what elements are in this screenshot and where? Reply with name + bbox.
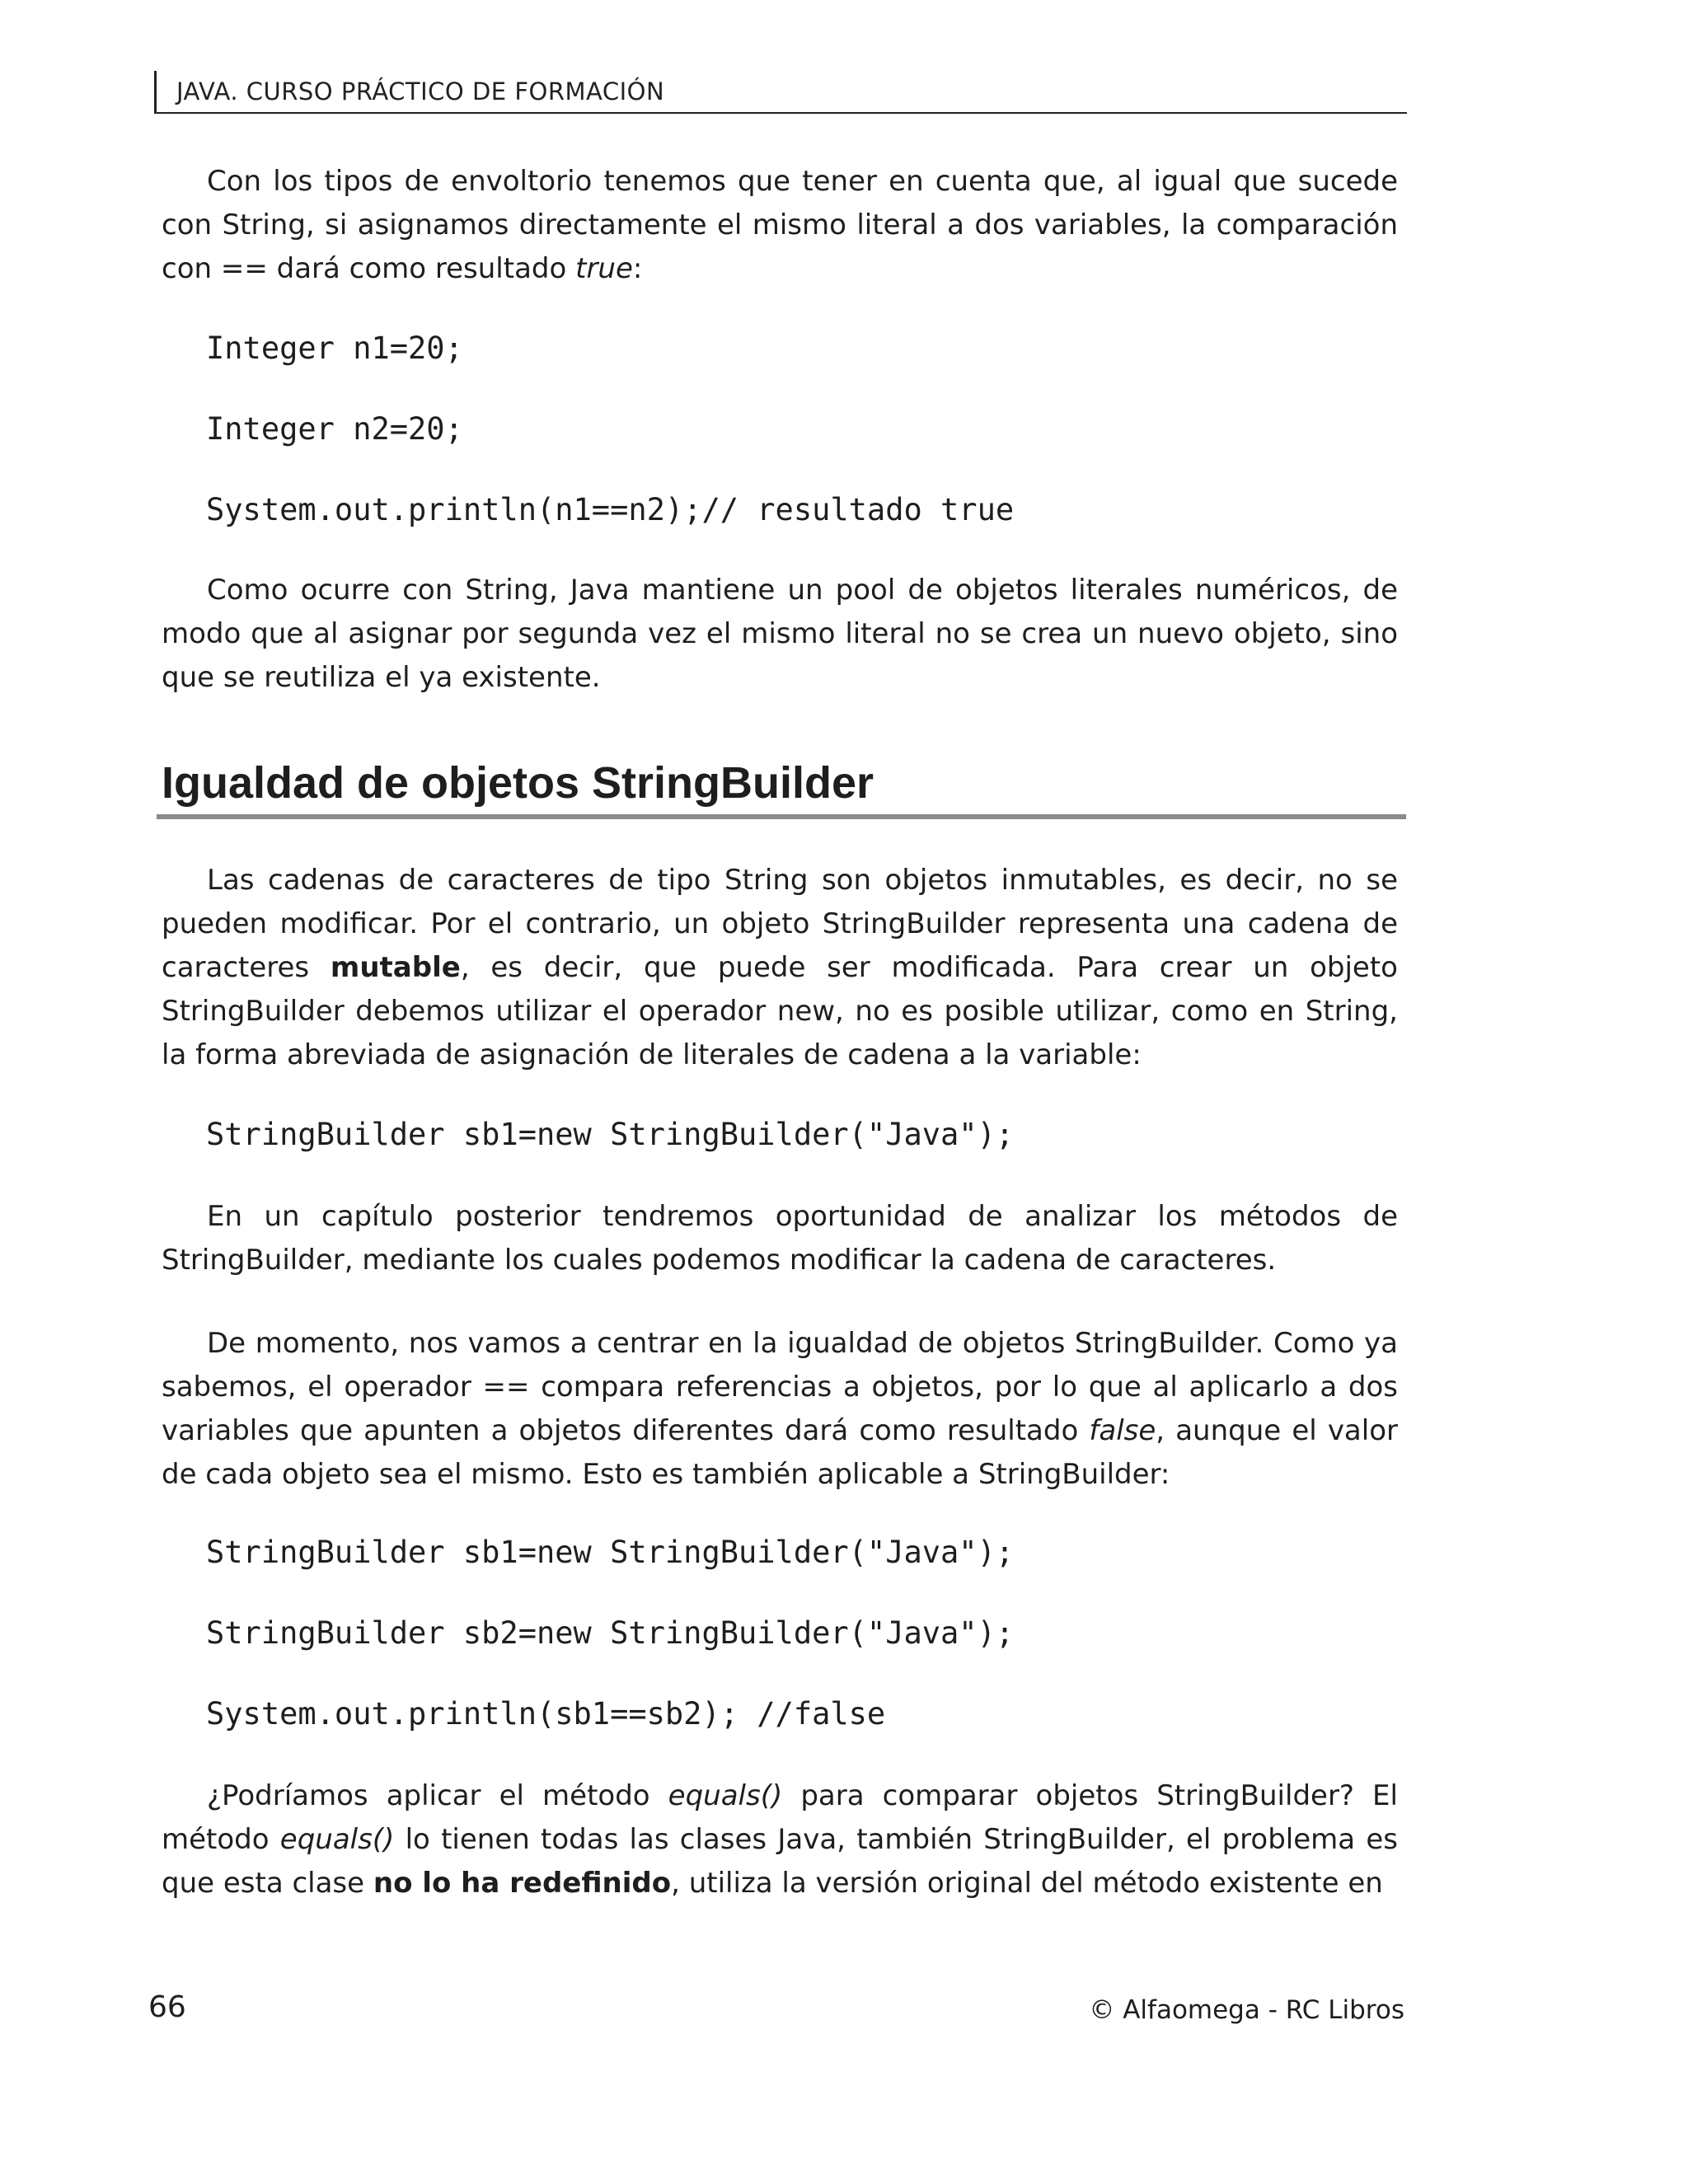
code-line: StringBuilder sb2=new StringBuilder("Java"); <box>206 1615 1015 1651</box>
emphasis-true: true <box>575 252 633 285</box>
paragraph-literal-pool: Como ocurre con String, Java mantiene un pool de objetos literales numéricos, de modo que al asignar por segunda vez el mismo literal no se crea un nuevo objeto, sino que se reutiliza el ya existente. <box>162 574 1398 694</box>
running-header-title: JAVA. CURSO PRÁCTICO DE FORMACIÓN <box>176 77 665 105</box>
paragraph-text: , aunque el valor de cada objeto sea el mismo. Esto es también aplicable a StringBuilder: <box>162 1414 1398 1491</box>
code-line: Integer n1=20; <box>206 330 463 366</box>
section-heading: Igualdad de objetos StringBuilder <box>162 758 874 808</box>
emphasis-equals: equals() <box>668 1779 783 1812</box>
bold-not-redefined: no lo ha redefinido <box>373 1867 672 1900</box>
section-underline <box>157 814 1406 819</box>
running-header <box>154 71 1407 114</box>
paragraph-wrapper-types <box>162 160 1398 291</box>
paragraph-text: para comparar objetos StringBuilder? El método <box>162 1779 1398 1856</box>
emphasis-equals: equals() <box>279 1823 395 1856</box>
paragraph-text: , utiliza la versión original del método existente en <box>671 1867 1383 1900</box>
paragraph-stringbuilder-mutable <box>162 859 1398 1077</box>
bold-mutable: mutable <box>330 951 461 984</box>
paragraph-equals-method <box>162 1774 1398 1905</box>
code-line: System.out.println(sb1==sb2); //false <box>206 1696 886 1732</box>
code-line: StringBuilder sb1=new StringBuilder("Java"); <box>206 1535 1015 1570</box>
paragraph-text: : <box>632 252 643 285</box>
publisher-credit: © Alfaomega - RC Libros <box>1089 1995 1404 2025</box>
paragraph-text: Las cadenas de caracteres de tipo String son objetos inmutables, es decir, no se pueden modificar. Por el contrario, un objeto StringBuilder representa una cadena de caracteres <box>162 864 1398 984</box>
code-line: System.out.println(n1==n2);// resultado true <box>206 492 1015 527</box>
code-line: Integer n2=20; <box>206 411 463 447</box>
paragraph-text: De momento, nos vamos a centrar en la igualdad de objetos StringBuilder. Como ya sabemos, el operador == compara referencias a objetos, por lo que al aplicarlo a dos variables que apunten a objetos diferentes dará como resultado <box>162 1327 1398 1447</box>
paragraph-equality-operator <box>162 1322 1398 1497</box>
paragraph-text: Con los tipos de envoltorio tenemos que tener en cuenta que, al igual que sucede con String, si asignamos directamente el mismo literal a dos variables, la comparación con == dará como resultado <box>162 165 1398 285</box>
paragraph-text: lo tienen todas las clases Java, también StringBuilder, el problema es que esta clase <box>162 1823 1398 1900</box>
paragraph-text: , es decir, que puede ser modificada. Para crear un objeto StringBuilder debemos utilizar el operador new, no es posible utilizar, como en String, la forma abreviada de asignación de literales de cadena a la variable: <box>162 951 1398 1071</box>
code-line: StringBuilder sb1=new StringBuilder("Java"); <box>206 1117 1015 1152</box>
paragraph-text: ¿Podríamos aplicar el método <box>207 1779 668 1812</box>
paragraph-later-chapter: En un capítulo posterior tendremos oportunidad de analizar los métodos de StringBuilder, mediante los cuales podemos modificar la cadena de caracteres. <box>162 1200 1398 1277</box>
emphasis-false: false <box>1089 1414 1156 1447</box>
page-number: 66 <box>148 1990 186 2024</box>
